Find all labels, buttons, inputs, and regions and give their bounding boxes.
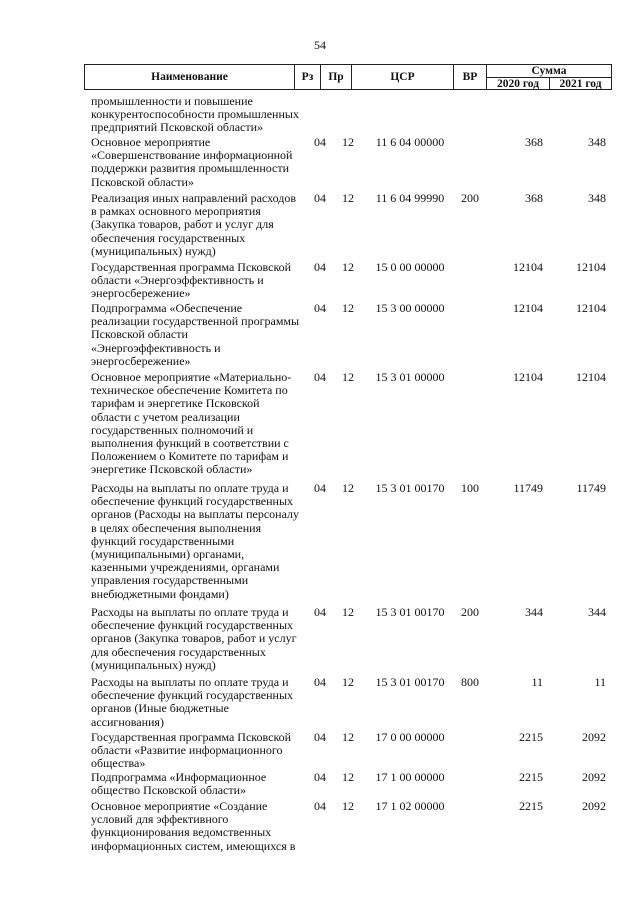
row-pr: 12	[342, 135, 354, 149]
row-name: Основное мероприятие «Совершенствование информационной поддержки развития промышленности Псковской области»	[91, 135, 293, 189]
row-csr: 15 3 00 00000	[375, 301, 445, 315]
row-sum-2020: 2215	[519, 770, 543, 784]
row-sum-2020: 368	[525, 191, 543, 205]
row-csr: 11 6 04 99990	[375, 191, 445, 205]
row-rz: 04	[314, 191, 326, 205]
row-csr: 15 3 01 00170	[375, 481, 445, 495]
header-vr: ВР	[453, 64, 487, 90]
row-pr: 12	[342, 799, 354, 813]
row-pr: 12	[342, 481, 354, 495]
row-name: Государственная программа Псковской области «Развитие информационного общества»	[91, 730, 292, 771]
row-sum-2020: 368	[525, 135, 543, 149]
row-sum-2021: 2092	[582, 799, 606, 813]
row-sum-2021: 2092	[582, 770, 606, 784]
row-pr: 12	[342, 675, 354, 689]
row-sum-2020: 11	[531, 675, 543, 689]
row-sum-2021: 11	[594, 675, 606, 689]
row-sum-2021: 12104	[576, 370, 606, 384]
row-pr: 12	[342, 301, 354, 315]
row-csr: 17 1 00 00000	[375, 770, 445, 784]
row-sum-2020: 2215	[519, 730, 543, 744]
row-rz: 04	[314, 260, 326, 274]
page-number: 54	[314, 38, 326, 52]
row-sum-2021: 348	[588, 191, 606, 205]
row-sum-2021: 344	[588, 605, 606, 619]
row-sum-2020: 11749	[513, 481, 543, 495]
row-sum-2021: 12104	[576, 260, 606, 274]
row-name: Расходы на выплаты по оплате труда и обеспечение функций государственных органов (Закупка товаров, работ и услуг для обеспечения государственных (муниципальных) нужд)	[91, 605, 297, 672]
header-csr: ЦСР	[351, 64, 454, 90]
header-name: Наименование	[84, 64, 295, 90]
row-sum-2021: 11749	[576, 481, 606, 495]
row-rz: 04	[314, 481, 326, 495]
header-pr: Пр	[320, 64, 352, 90]
row-csr: 17 0 00 00000	[375, 730, 445, 744]
row-csr: 15 3 01 00000	[375, 370, 445, 384]
row-vr: 200	[461, 605, 479, 619]
row-vr: 800	[461, 675, 479, 689]
row-sum-2021: 12104	[576, 301, 606, 315]
row-name: Расходы на выплаты по оплате труда и обеспечение функций государственных органов (Расходы на выплаты персоналу в целях обеспечения выполнения функций государственными (муниципальными) органами, казенными учреждениями, органами управления государственными внебюджетными фондами)	[91, 481, 299, 601]
row-name: Подпрограмма «Обеспечение реализации государственной программы Псковской области «Энергоэффективность и энергосбережение»	[91, 301, 300, 368]
row-rz: 04	[314, 675, 326, 689]
row-pr: 12	[342, 605, 354, 619]
row-rz: 04	[314, 799, 326, 813]
row-name: промышленности и повышение конкурентоспособности промышленных предприятий Псковской области»	[91, 94, 299, 135]
row-sum-2021: 348	[588, 135, 606, 149]
row-name: Основное мероприятие «Создание условий для эффективного функционирования ведомственных информационных систем, имеющихся в	[91, 799, 296, 853]
row-name: Подпрограмма «Информационное общество Псковской области»	[91, 770, 267, 798]
row-csr: 17 1 02 00000	[375, 799, 445, 813]
row-name: Государственная программа Псковской области «Энергоэффективность и энергосбережение»	[91, 260, 292, 301]
header-sum: Сумма	[486, 64, 612, 78]
row-csr: 15 0 00 00000	[375, 260, 445, 274]
row-sum-2021: 2092	[582, 730, 606, 744]
header-2021: 2021 год	[549, 77, 612, 90]
row-rz: 04	[314, 135, 326, 149]
header-rz: Рз	[294, 64, 321, 90]
row-csr: 15 3 01 00170	[375, 605, 445, 619]
row-vr: 200	[461, 191, 479, 205]
header-2020: 2020 год	[486, 77, 550, 90]
row-rz: 04	[314, 770, 326, 784]
row-sum-2020: 12104	[513, 260, 543, 274]
row-name: Расходы на выплаты по оплате труда и обеспечение функций государственных органов (Иные бюджетные ассигнования)	[91, 675, 294, 729]
row-name: Реализация иных направлений расходов в рамках основного мероприятия (Закупка товаров, работ и услуг для обеспечения государственных (муниципальных) нужд)	[91, 191, 297, 258]
row-csr: 15 3 01 00170	[375, 675, 445, 689]
row-sum-2020: 12104	[513, 301, 543, 315]
row-name: Основное мероприятие «Материально- техническое обеспечение Комитета по тарифам и энергетике Псковской области с учетом реализации государственных полномочий и выполнения функций в соответствии с Положением о Комитете по тарифам и энергетике Псковской области»	[91, 370, 292, 477]
row-pr: 12	[342, 370, 354, 384]
row-rz: 04	[314, 301, 326, 315]
row-sum-2020: 12104	[513, 370, 543, 384]
row-pr: 12	[342, 260, 354, 274]
row-csr: 11 6 04 00000	[375, 135, 445, 149]
row-sum-2020: 344	[525, 605, 543, 619]
row-pr: 12	[342, 730, 354, 744]
row-rz: 04	[314, 730, 326, 744]
row-rz: 04	[314, 605, 326, 619]
row-pr: 12	[342, 770, 354, 784]
row-rz: 04	[314, 370, 326, 384]
row-sum-2020: 2215	[519, 799, 543, 813]
row-pr: 12	[342, 191, 354, 205]
row-vr: 100	[461, 481, 479, 495]
